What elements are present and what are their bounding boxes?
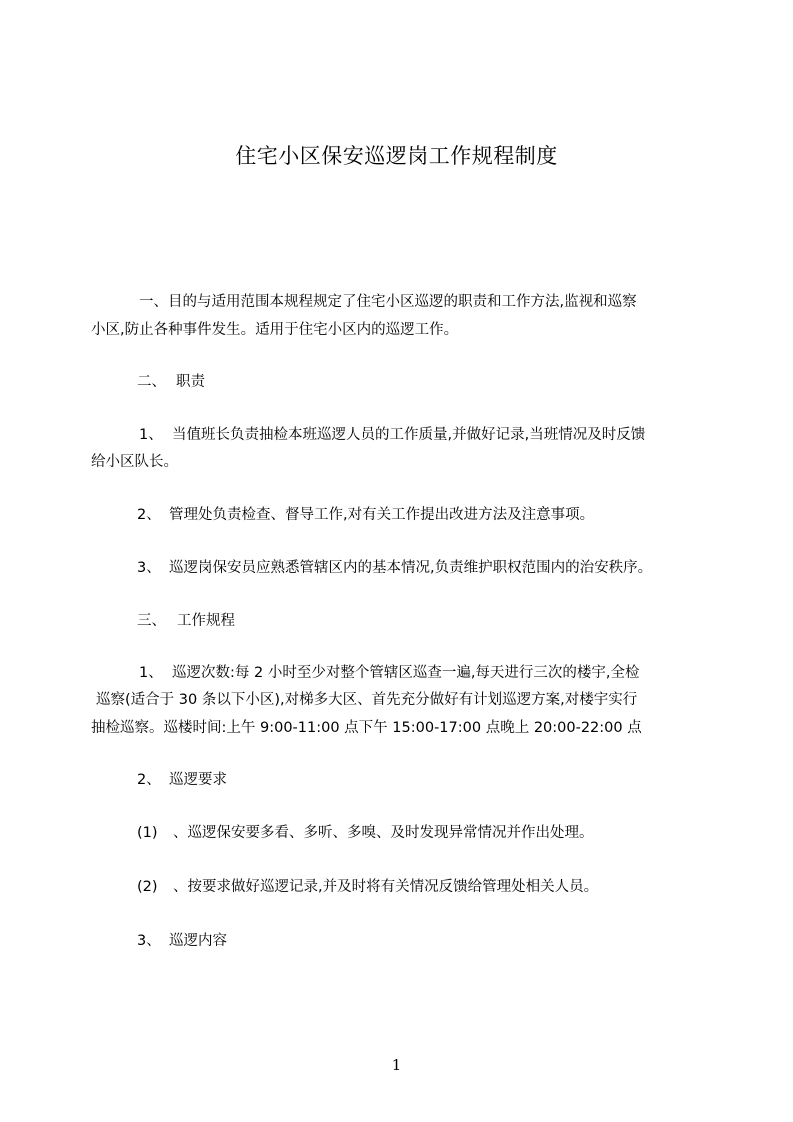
duty-item-1-line-2: 给小区队长。	[91, 454, 178, 470]
duty-item-3-number: 3、	[137, 560, 161, 576]
procedure-item-1-line-1: 巡逻次数:每 2 小时至少对整个管辖区巡查一遍,每天进行三次的楼宇,全检	[172, 665, 640, 681]
procedure-heading: 工作规程	[177, 613, 235, 629]
requirement-1-text: 、巡逻保安要多看、多听、多嗅、及时发现异常情况并作出处理。	[173, 825, 594, 841]
procedure-item-1-line-3: 抽检巡察。巡楼时间:上午 9:00-11:00 点下午 15:00-17:00 点晚上 20:00-22:00 点	[91, 720, 642, 736]
procedure-item-3-text: 巡逻内容	[169, 933, 227, 949]
duty-item-2-text: 管理处负责检查、督导工作,对有关工作提出改进方法及注意事项。	[169, 507, 595, 523]
requirement-1-number: (1)	[137, 825, 158, 841]
duty-item-3-text: 巡逻岗保安员应熟悉管辖区内的基本情况,负责维护职权范围内的治安秩序。	[169, 560, 653, 576]
requirement-2-text: 、按要求做好巡逻记录,并及时将有关情况反馈给管理处相关人员。	[173, 879, 599, 895]
requirement-2-number: (2)	[137, 879, 158, 895]
procedure-item-2-number: 2、	[137, 772, 161, 788]
procedure-item-3-number: 3、	[137, 933, 161, 949]
duties-heading: 职责	[176, 374, 205, 390]
duty-item-1-number: 1、	[139, 427, 163, 443]
procedure-heading-number: 三、	[137, 613, 166, 629]
page-number: 1	[391, 1056, 402, 1074]
procedure-item-1-number: 1、	[139, 665, 163, 681]
procedure-item-1-line-2: 巡察(适合于 30 条以下小区),对梯多大区、首先充分做好有计划巡逻方案,对楼宇实行	[96, 692, 638, 708]
duty-item-2-number: 2、	[137, 507, 161, 523]
document-title: 住宅小区保安巡逻岗工作规程制度	[235, 144, 558, 168]
purpose-line-2: 小区,防止各种事件发生。适用于住宅小区内的巡逻工作。	[91, 322, 459, 338]
duties-heading-number: 二、	[137, 374, 166, 390]
duty-item-1-line-1: 当值班长负责抽检本班巡逻人员的工作质量,并做好记录,当班情况及时反馈	[172, 427, 646, 443]
purpose-line-1: 一、目的与适用范围本规程规定了住宅小区巡逻的职责和工作方法,监视和巡察	[139, 294, 637, 310]
procedure-item-2-text: 巡逻要求	[169, 772, 227, 788]
